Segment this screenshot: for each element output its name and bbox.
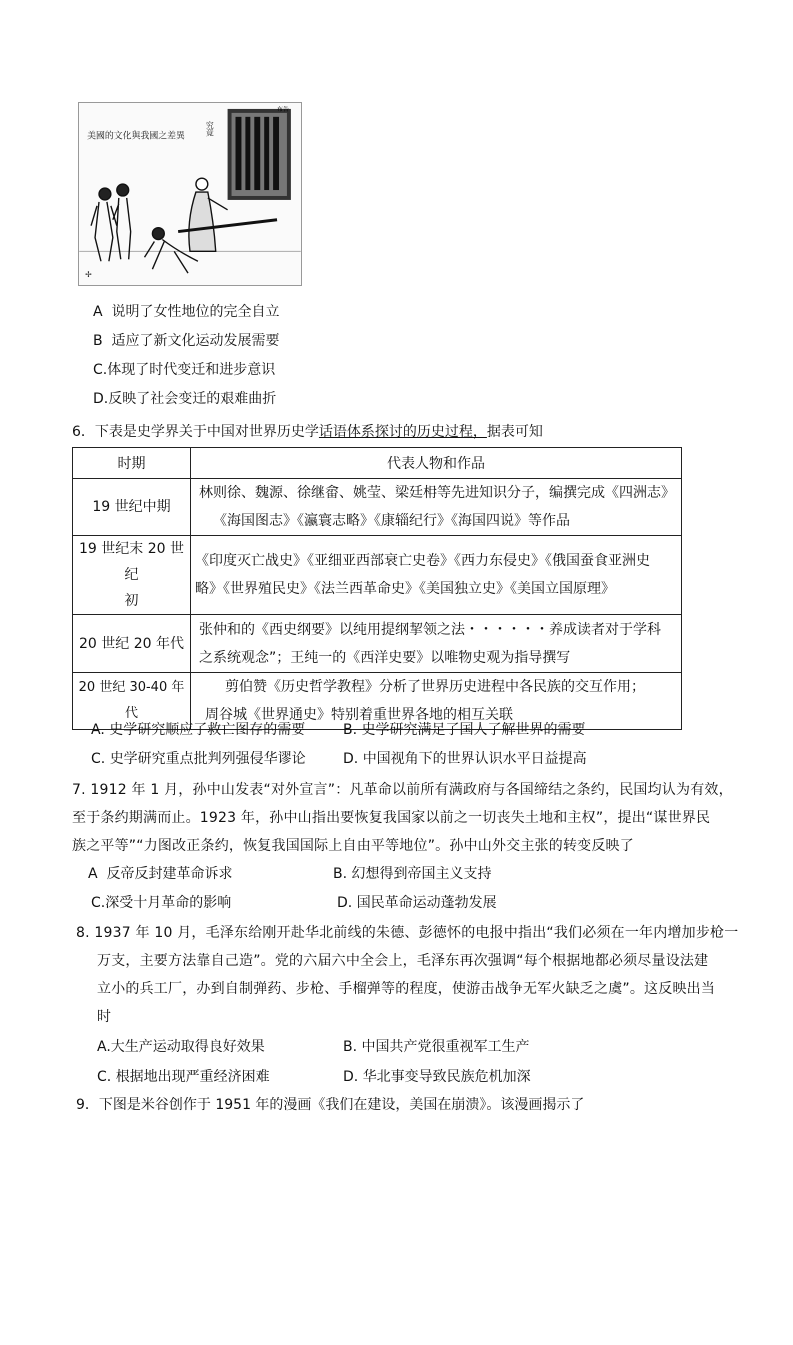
cartoon-illustration [78,102,302,286]
q7-option-d[interactable]: D. 国民革命运动蓬勃发展 [337,895,497,911]
q8-line-3: 立小的兵工厂，办到自制弹药、步枪、手榴弹等的程度，使游击战争无军火缺乏之虞”。这反映出当 [97,981,716,997]
q7-option-b[interactable]: B. 幻想得到帝国主义支持 [333,866,492,882]
q7-line-1: 7. 1912 年 1 月，孙中山发表“对外宣言”：凡革命以前所有满政府与各国缔结之条约，民国均认为有效， [72,782,733,798]
q9-stem: 9．下图是米谷创作于 1951 年的漫画《我们在建设，美国在崩溃》。该漫画揭示了 [76,1097,585,1113]
table-cell-works: 张仲和的《西史纲要》以纯用提纲挈领之法・・・・・・养成读者对于学科 之系统观念”；王纯一的《西洋史要》以唯物史观为指导撰写 [191,615,682,673]
q5-option-a[interactable]: A 说明了女性地位的完全自立 [93,304,280,320]
cartoon-drawing [79,103,301,285]
table-header-works: 代表人物和作品 [191,448,682,479]
table-cell-period: 20 世纪 20 年代 [73,615,191,673]
q8-option-c[interactable]: C. 根据地出现严重经济困难 [97,1069,270,1085]
history-table [72,447,682,730]
table-row [73,615,682,673]
q8-option-d[interactable]: D. 华北事变导致民族危机加深 [343,1069,531,1085]
q6-option-a[interactable]: A. 史学研究顺应了救亡图存的需要 [91,722,306,738]
poster-text: 布告 [277,105,289,113]
cartoon-side-text: 究竟 [205,120,215,137]
cartoon-mark-icon: ✢ [85,270,92,280]
table-cell-period: 19 世纪末 20 世纪 初 [73,536,191,615]
q5-option-b[interactable]: B 适应了新文化运动发展需要 [93,333,280,349]
table-header-row [73,448,682,479]
q6-stem: 6．下表是史学界关于中国对世界历史学话语体系探讨的历史过程，据表可知 [72,424,543,440]
cartoon-caption: 美國的文化與我國之差異 [87,131,185,142]
q8-line-4: 时 [97,1009,112,1025]
table-cell-period: 20 世纪 30-40 年代 [73,673,191,730]
q7-option-c[interactable]: C.深受十月革命的影响 [91,895,232,911]
q6-option-d[interactable]: D. 中国视角下的世界认识水平日益提高 [343,751,587,767]
q8-option-a[interactable]: A.大生产运动取得良好效果 [97,1039,265,1055]
table-cell-works: 剪伯赞《历史哲学教程》分析了世界历史进程中各民族的交互作用； 周谷城《世界通史》特别着重世界各地的相互关联 [191,673,682,730]
q5-option-c[interactable]: C.体现了时代变迁和进步意识 [93,362,276,378]
table-cell-period: 19 世纪中期 [73,479,191,536]
q8-line-2: 万支，主要方法靠自己造”。党的六届六中全会上，毛泽东再次强调“每个根据地都必须尽量设法建 [97,953,709,969]
q6-option-c[interactable]: C. 史学研究重点批判列强侵华谬论 [91,751,306,767]
table-cell-works: 林则徐、魏源、徐继畲、姚莹、梁廷枏等先进知识分子，编撰完成《四洲志》 《海国图志》《瀛寰志略》《康辎纪行》《海国四说》等作品 [191,479,682,536]
q7-option-a[interactable]: A 反帝反封建革命诉求 [88,866,233,882]
q8-option-b[interactable]: B. 中国共产党很重视军工生产 [343,1039,530,1055]
q7-line-3: 族之平等”“力图改正条约，恢复我国国际上自由平等地位”。孙中山外交主张的转变反映了 [72,838,634,854]
table-header-period: 时期 [73,448,191,479]
table-row [73,536,682,615]
q6-option-b[interactable]: B. 史学研究满足了国人了解世界的需要 [343,722,586,738]
table-cell-works: 《印度灭亡战史》《亚细亚西部衰亡史卷》《西力东侵史》《俄国蚕食亚洲史 略》《世界殖民史》《法兰西革命史》《美国独立史》《美国立国原理》 [191,536,682,615]
q8-line-1: 8. 1937 年 10 月，毛泽东给刚开赴华北前线的朱德、彭德怀的电报中指出“我们必须在一年内增加步枪一 [76,925,739,941]
q5-option-d[interactable]: D.反映了社会变迁的艰难曲折 [93,391,277,407]
q7-line-2: 至于条约期满而止。1923 年，孙中山指出要恢复我国家以前之一切丧失土地和主权”，提出“谋世界民 [72,810,711,826]
table-row [73,479,682,536]
